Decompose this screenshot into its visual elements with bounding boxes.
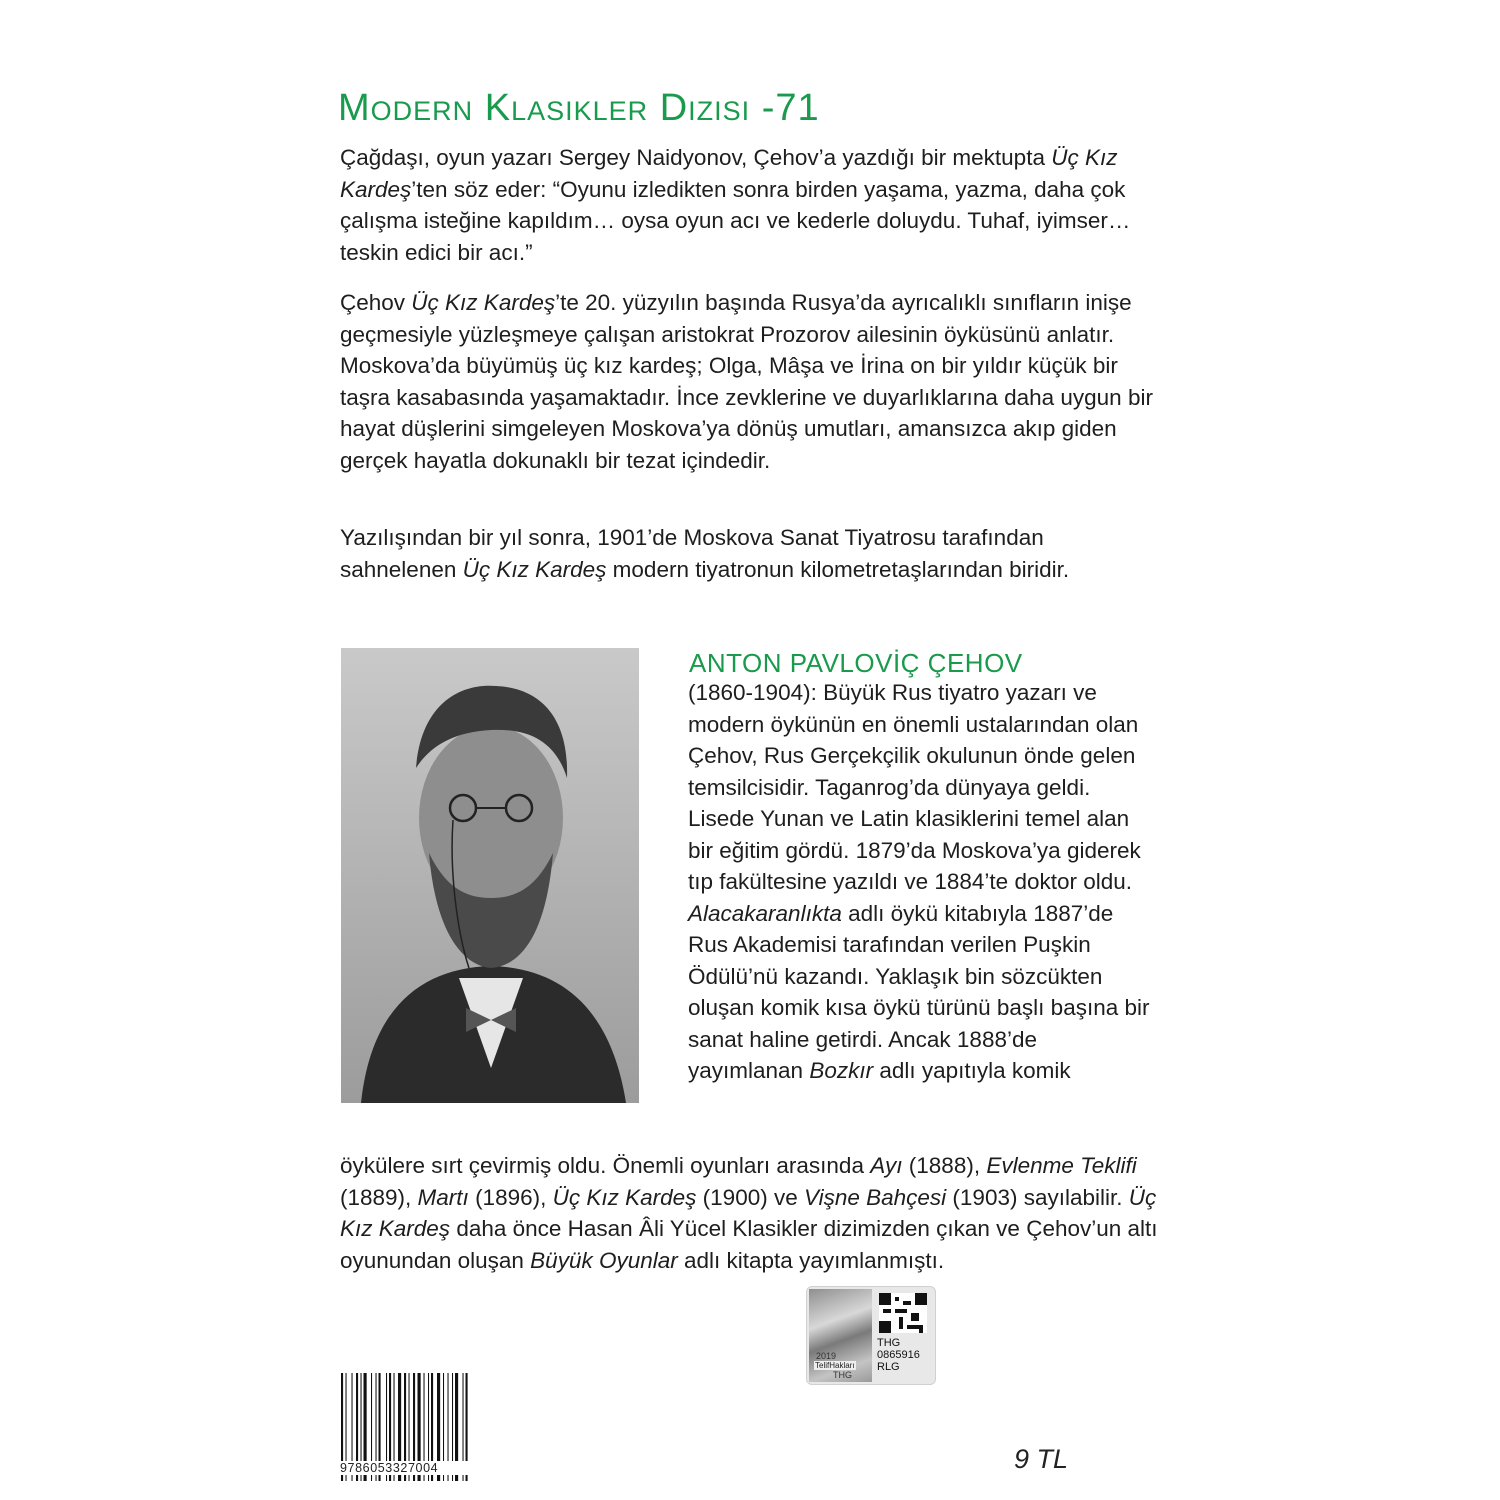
copyright-hologram-sticker xyxy=(806,1286,936,1385)
qr-code-icon xyxy=(879,1293,927,1333)
blurb-paragraph-3: Yazılışından bir yıl sonra, 1901’de Moskova Sanat Tiyatrosu tarafından sahnelenen Üç Kız Kardeş modern tiyatronun kilometretaşlarından biridir. xyxy=(340,525,1070,582)
play-title: Üç Kız Kardeş xyxy=(340,145,1118,202)
play-title: Üç Kız Kardeş xyxy=(340,1184,1157,1241)
author-name: ANTON PAVLOVİÇ ÇEHOV xyxy=(689,648,1023,678)
series-title: Modern Klasikler Dizisi -71 xyxy=(338,87,820,130)
play-title: Vişne Bahçesi xyxy=(803,1184,947,1210)
author-portrait xyxy=(341,648,639,1103)
author-bio: (1860-1904): Büyük Rus tiyatro yazarı ve modern öykünün en önemli ustalarından olan Çehov, Rus Gerçekçilik okulunun önde gelen temsilcisidir. Taganrog’da dünyaya geldi. Lisede Yunan ve Latin klasiklerini temel alan bir eğitim gördü. 1879’da Moskova’ya giderek tıp fakültesine yazıldı ve 1884’te doktor oldu. Alacakaranlıkta adlı öykü kitabıyla 1887’de Rus Akademisi tarafından verilen Puşkin Ödülü’nü kazandı. Yaklaşık bin sözcükten oluşan komik kısa öykü türünü başlı başına bir sanat haline getirdi. Ancak 1888’de yayımlanan Bozkır adlı yapıtıyla komik xyxy=(688,680,1150,1083)
book-title: Bozkır xyxy=(809,1058,874,1083)
sticker-line-2: 0865916 xyxy=(877,1349,920,1361)
play-title: Üç Kız Kardeş xyxy=(552,1184,697,1210)
blurb-paragraph-2: Çehov Üç Kız Kardeş’te 20. yüzyılın başında Rusya’da ayrıcalıklı sınıfların inişe geçmesiyle yüzleşmeye çalışan aristokrat Prozorov ailesinin öyküsünü anlatır. Moskova’da büyümüş üç kız kardeş; Olga, Mâşa ve İrina on bir yıldır küçük bir taşra kasabasında yaşamaktadır. İnce zevklerine ve duyarlıklarına daha uygun bir hayat düşlerini simgeleyen Moskova’ya dönüş umutları, amansızca akıp giden gerçek hayatla dokunaklı bir tezat içindedir. xyxy=(340,290,1153,473)
isbn-number: 9786053327004 xyxy=(338,1461,510,1475)
blurb-paragraph-1: Çağdaşı, oyun yazarı Sergey Naidyonov, Çehov’a yazdığı bir mektupta Üç Kız Kardeş’ten söz eder: “Oyunu izledikten sonra birden yaşama, yazma, daha çok çalışma isteğine kapıldım… oysa oyun acı ve kederle doluydu. Tuhaf, iyimser… teskin edici bir acı.” xyxy=(340,145,1131,265)
play-title: Üç Kız Kardeş xyxy=(411,290,556,315)
price-label: 9 TL xyxy=(1014,1444,1069,1474)
sticker-line-1: THG xyxy=(877,1337,901,1349)
play-title: Evlenme Teklifi xyxy=(986,1153,1137,1178)
play-title: Üç Kız Kardeş xyxy=(462,556,607,582)
book-title: Büyük Oyunlar xyxy=(530,1247,678,1273)
sticker-line-3: RLG xyxy=(877,1361,900,1373)
play-title: Ayı xyxy=(870,1153,903,1178)
author-bio-continued: öykülere sırt çevirmiş oldu. Önemli oyunları arasında Ayı (1888), Evlenme Teklifi (1889), Martı (1896), Üç Kız Kardeş (1900) ve Vişne Bahçesi (1903) sayılabilir. Üç Kız Kardeş daha önce Hasan Âli Yücel Klasikler dizimizden çıkan ve Çehov’un altı oyunundan oluşan Büyük Oyunlar adlı kitapta yayımlanmıştı. xyxy=(340,1153,1158,1273)
play-title: Martı xyxy=(417,1184,469,1210)
book-title: Alacakaranlıkta xyxy=(688,900,842,926)
hologram-icon: 2019 TelifHakları THG xyxy=(809,1289,872,1382)
